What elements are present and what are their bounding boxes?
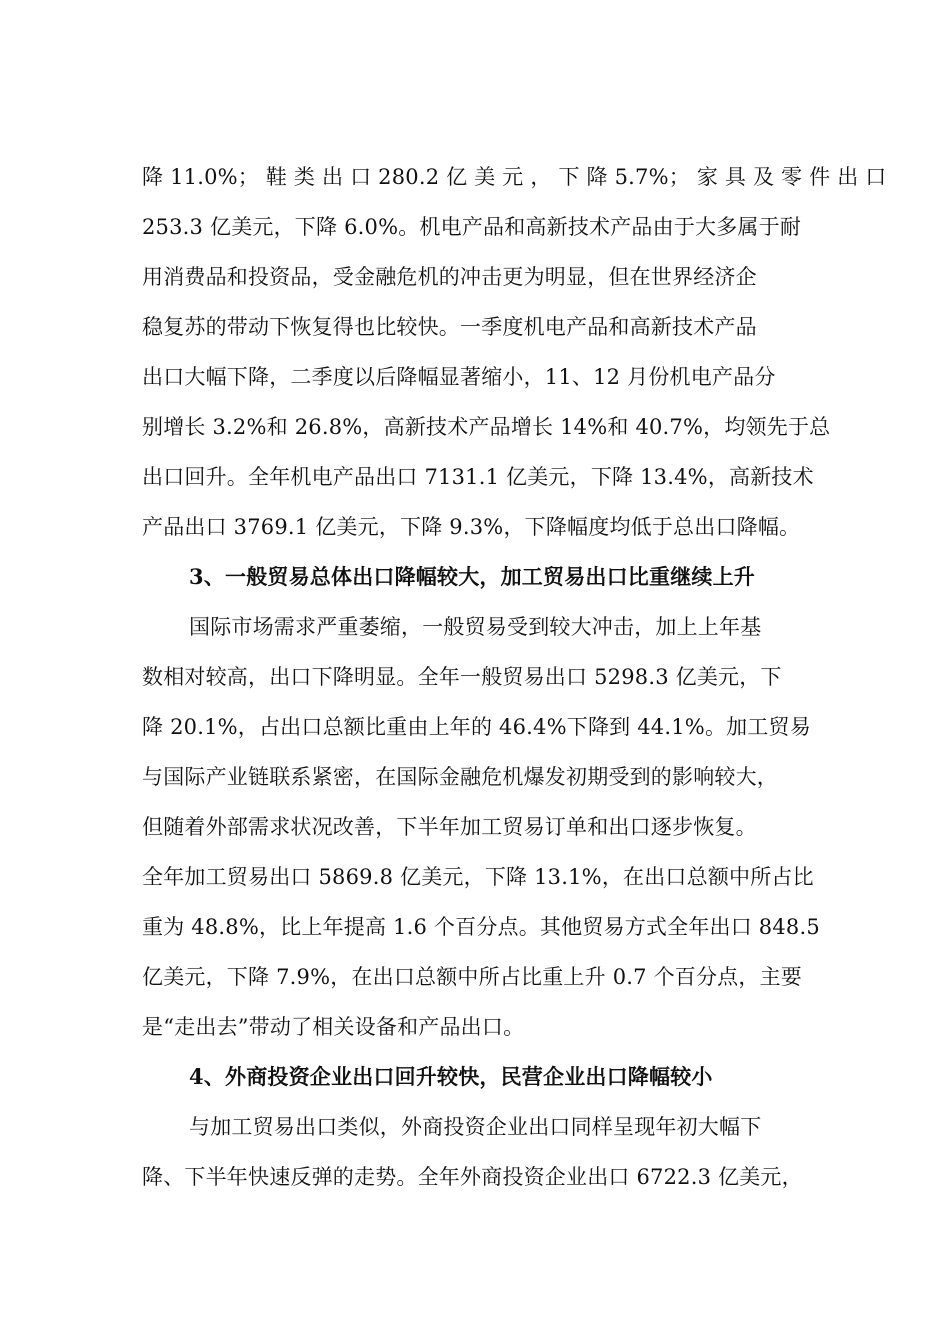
- paragraph-line: 稳复苏的带动下恢复得也比较快。一季度机电产品和高新技术产品: [142, 315, 757, 339]
- section-heading-3: 3、一般贸易总体出口降幅较大，加工贸易出口比重继续上升: [189, 564, 756, 589]
- paragraph-line: 别增长 3.2%和 26.8%，高新技术产品增长 14%和 40.7%，均领先于总: [142, 415, 831, 439]
- paragraph-line: 但随着外部需求状况改善，下半年加工贸易订单和出口逐步恢复。: [142, 815, 757, 839]
- paragraph-line: 降、下半年快速反弹的走势。全年外商投资企业出口 6722.3 亿美元，: [142, 1165, 803, 1189]
- paragraph-line: 全年加工贸易出口 5869.8 亿美元，下降 13.1%，在出口总额中所占比: [142, 865, 814, 889]
- paragraph-line: 出口大幅下降，二季度以后降幅显著缩小，11、12 月份机电产品分: [142, 365, 776, 389]
- paragraph-line: 与加工贸易出口类似，外商投资企业出口同样呈现年初大幅下: [189, 1115, 762, 1139]
- paragraph-line: 重为 48.8%，比上年提高 1.6 个百分点。其他贸易方式全年出口 848.5: [142, 915, 820, 939]
- paragraph-line: 产品出口 3769.1 亿美元，下降 9.3%，下降幅度均低于总出口降幅。: [142, 515, 801, 539]
- paragraph-line: 降 11.0%； 鞋 类 出 口 280.2 亿 美 元 ， 下 降 5.7%； 家 具 及 零 件 出 口: [142, 165, 887, 189]
- paragraph-line: 与国际产业链联系紧密，在国际金融危机爆发初期受到的影响较大，: [142, 765, 778, 789]
- paragraph-line: 出口回升。全年机电产品出口 7131.1 亿美元，下降 13.4%，高新技术: [142, 465, 814, 489]
- paragraph-line: 降 20.1%，占出口总额比重由上年的 46.4%下降到 44.1%。加工贸易: [142, 715, 811, 739]
- paragraph-line: 国际市场需求严重萎缩，一般贸易受到较大冲击，加上上年基: [189, 615, 762, 639]
- paragraph-line: 253.3 亿美元，下降 6.0%。机电产品和高新技术产品由于大多属于耐: [142, 215, 802, 239]
- paragraph-line: 亿美元，下降 7.9%，在出口总额中所占比重上升 0.7 个百分点，主要: [142, 965, 802, 989]
- section-heading-4: 4、外商投资企业出口回升较快，民营企业出口降幅较小: [189, 1064, 713, 1089]
- paragraph-line: 是“走出去”带动了相关设备和产品出口。: [142, 1015, 525, 1039]
- paragraph-line: 用消费品和投资品，受金融危机的冲击更为明显，但在世界经济企: [142, 265, 757, 289]
- body-text-section-1: [142, 152, 887, 1202]
- paragraph-line: 数相对较高，出口下降明显。全年一般贸易出口 5298.3 亿美元，下: [142, 665, 782, 689]
